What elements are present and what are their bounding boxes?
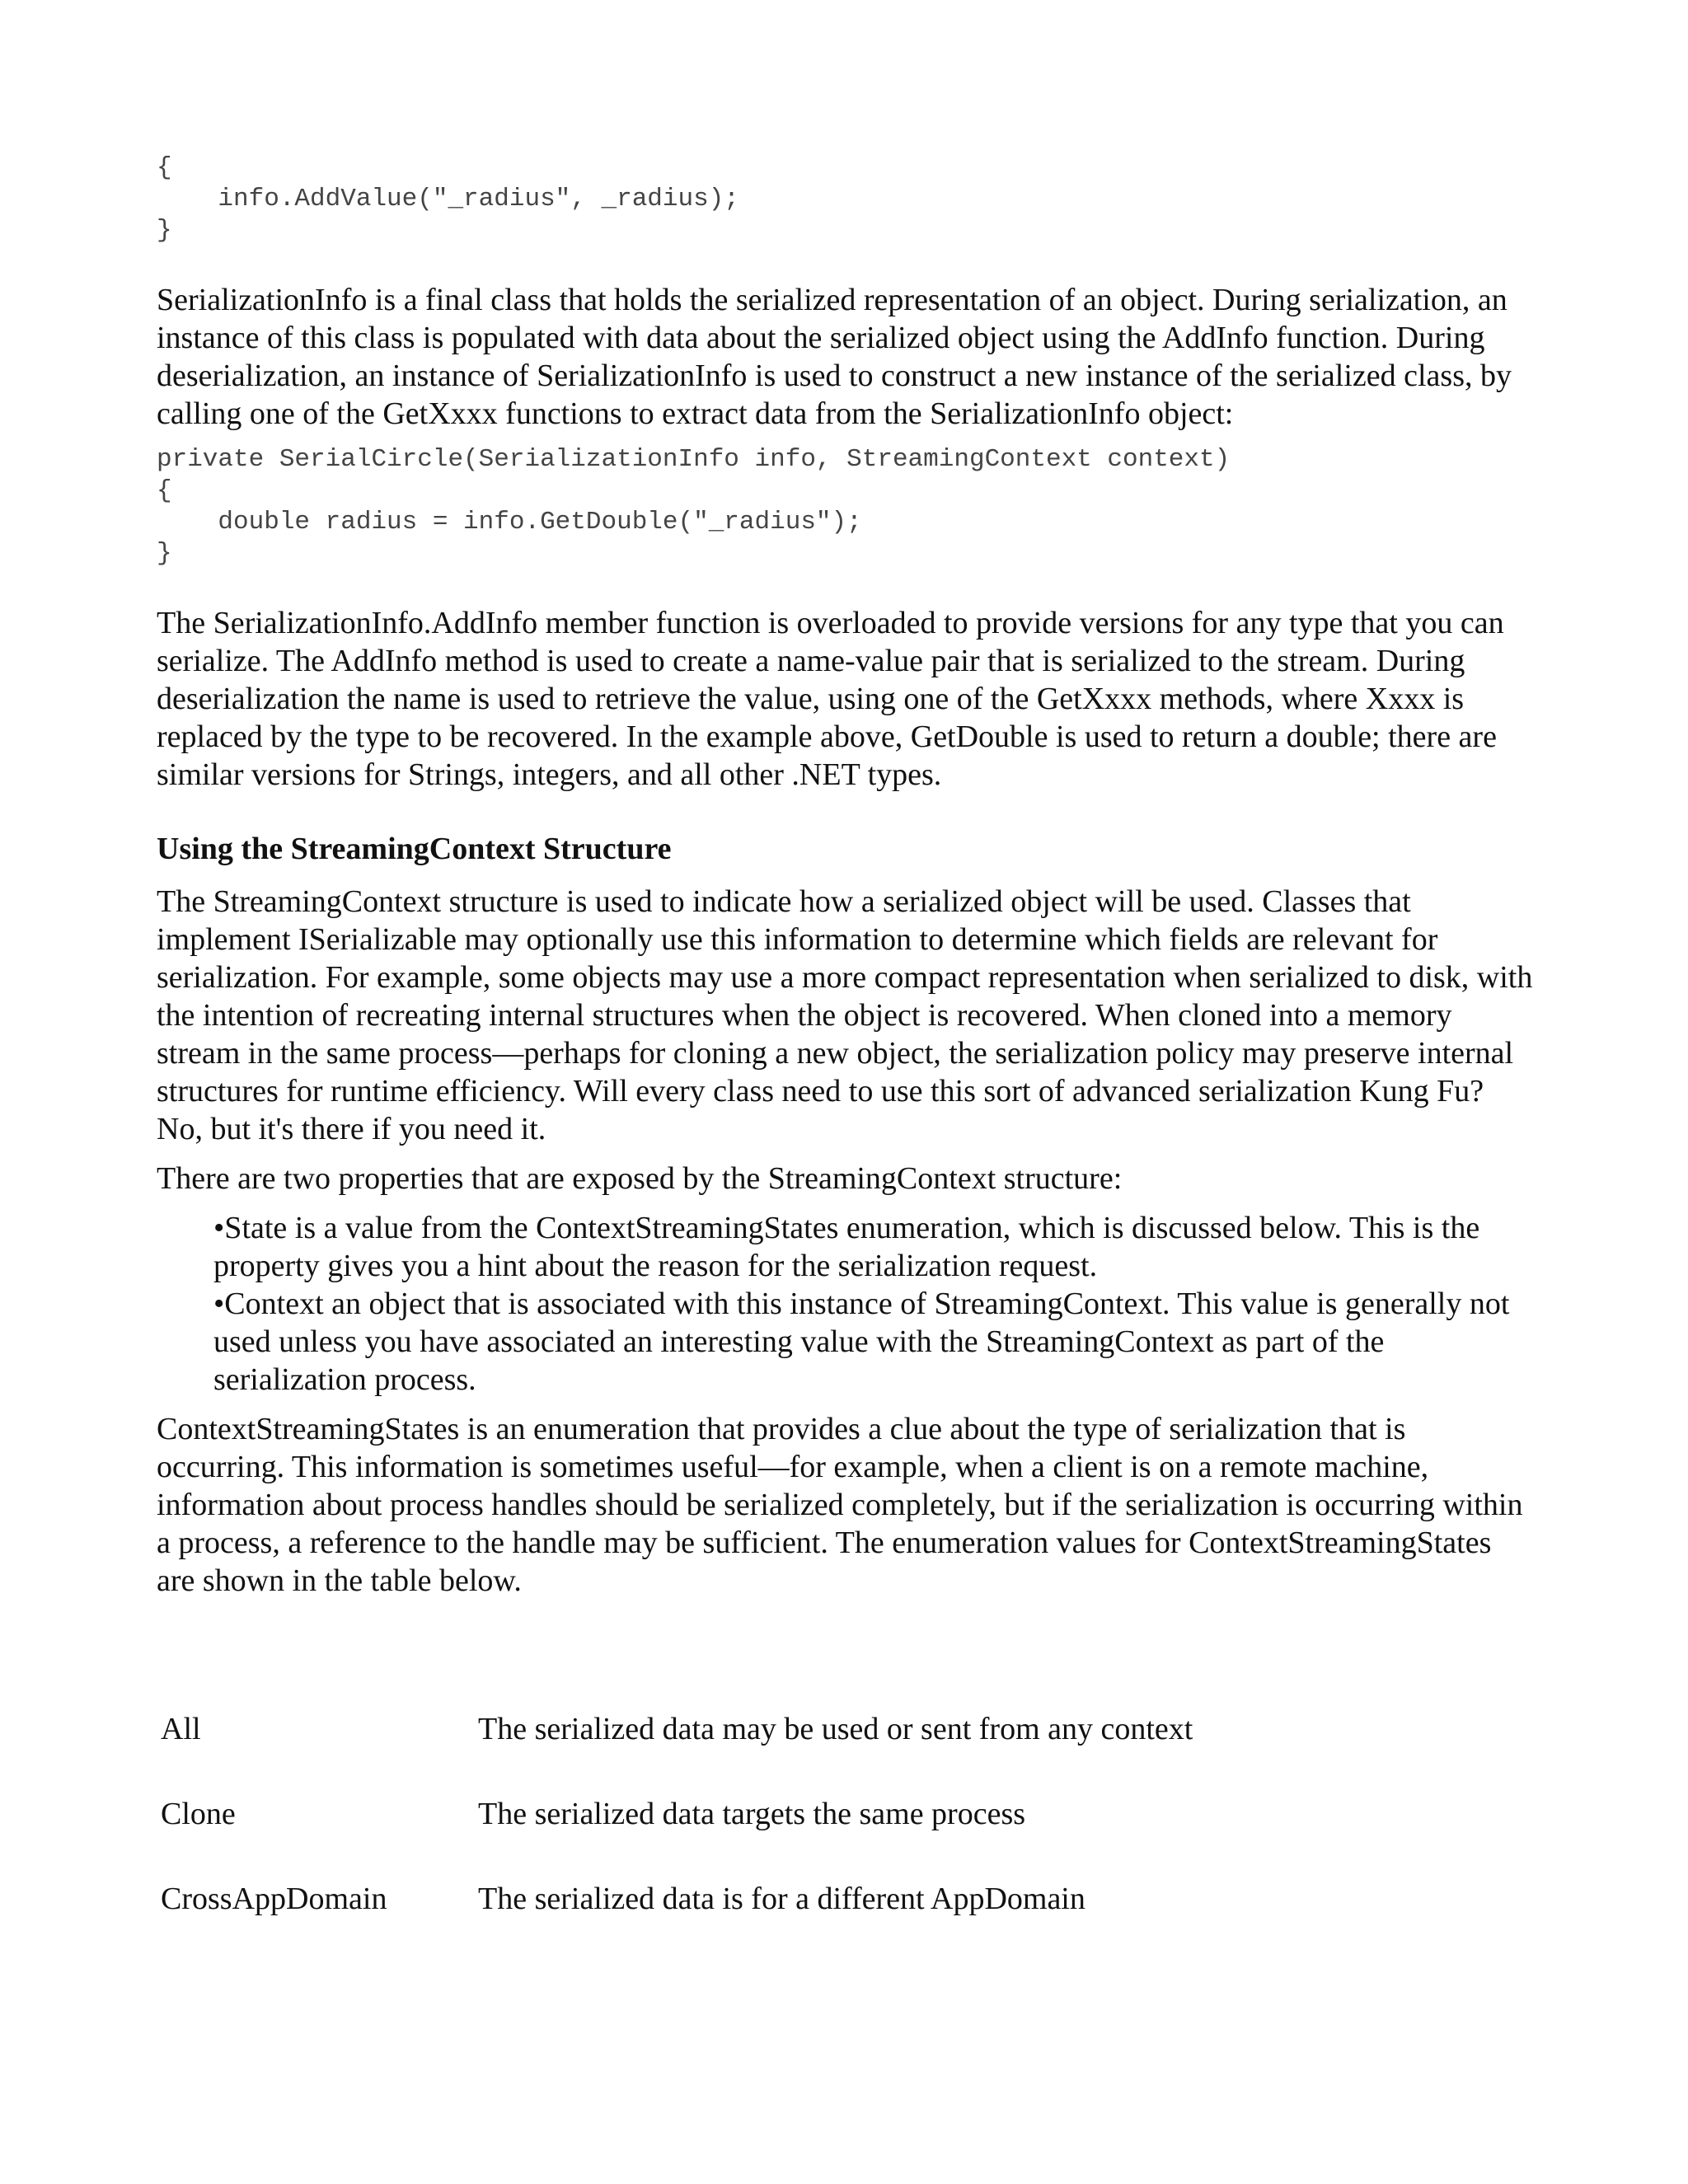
code-line: double radius = info.GetDouble("_radius"); bbox=[157, 508, 862, 537]
table-row bbox=[161, 1856, 1193, 1941]
code-line: info.AddValue("_radius", _radius); bbox=[157, 185, 739, 213]
table-row bbox=[161, 1771, 1193, 1856]
paragraph-serializationinfo: SerializationInfo is a final class that holds the serialized representation of an object. During serialization, an instance of this class is populated with data about the serialized object using the AddInfo function. During deserialization, an instance of SerializationInfo is used to construct a new instance of the serialized class, by calling one of the GetXxxx functions to extract data from the SerializationInfo object: bbox=[157, 283, 1512, 431]
enum-description: The serialized data is for a different AppDomain bbox=[478, 1881, 1085, 1916]
enum-name: All bbox=[161, 1711, 201, 1746]
document-page bbox=[157, 152, 1533, 1941]
section-heading: Using the StreamingContext Structure bbox=[157, 832, 672, 866]
code-line: } bbox=[157, 539, 172, 568]
table-row bbox=[161, 1686, 1193, 1771]
code-block-constructor bbox=[157, 444, 1533, 569]
paragraph-properties-intro: There are two properties that are exposed by the StreamingContext structure: bbox=[157, 1161, 1123, 1196]
code-block-addvalue bbox=[157, 152, 1533, 246]
enum-values-table bbox=[161, 1686, 1193, 1941]
enum-name: Clone bbox=[161, 1796, 236, 1831]
enum-description: The serialized data targets the same process bbox=[478, 1796, 1026, 1831]
paragraph-addinfo-overloads: The SerializationInfo.AddInfo member function is overloaded to provide versions for any type that you can serialize. The AddInfo method is used to create a name-value pair that is serialized to the stream. During deserialization the name is used to retrieve the value, using one of the GetXxxx methods, where Xxxx is replaced by the type to be recovered. In the example above, GetDouble is used to return a double; there are similar versions for Strings, integers, and all other .NET types. bbox=[157, 606, 1504, 792]
code-line: } bbox=[157, 216, 172, 245]
code-line: { bbox=[157, 476, 172, 505]
paragraph-streamingcontext: The StreamingContext structure is used to indicate how a serialized object will be used. Classes that implement ISerializable may optionally use this information to determine which fields are relevant for serialization. For example, some objects may use a more compact representation when serialized to disk, with the intention of recreating internal structures when the object is recovered. When cloned into a memory stream in the same process—perhaps for cloning a new object, the serialization policy may preserve internal structures for runtime efficiency. Will every class need to use this sort of advanced serialization Kung Fu? No, but it's there if you need it. bbox=[157, 884, 1533, 1146]
properties-list bbox=[157, 1209, 1533, 1399]
list-item-state: •State is a value from the ContextStreamingStates enumeration, which is discussed below. This is the property gives you a hint about the reason for the serialization request. bbox=[213, 1211, 1480, 1283]
enum-description: The serialized data may be used or sent from any context bbox=[478, 1711, 1193, 1746]
paragraph-contextstreamingstates: ContextStreamingStates is an enumeration that provides a clue about the type of serialization that is occurring. This information is sometimes useful—for example, when a client is on a remote machine, information about process handles should be serialized completely, but if the serialization is occurring within a process, a reference to the handle may be sufficient. The enumeration values for ContextStreamingStates are shown in the table below. bbox=[157, 1412, 1523, 1598]
enum-name: CrossAppDomain bbox=[161, 1881, 387, 1916]
list-item-context: •Context an object that is associated with this instance of StreamingContext. This value is generally not used unless you have associated an interesting value with the StreamingContext as part of the serialization process. bbox=[213, 1286, 1510, 1397]
code-line: { bbox=[157, 153, 172, 182]
code-line: private SerialCircle(SerializationInfo info, StreamingContext context) bbox=[157, 445, 1231, 474]
